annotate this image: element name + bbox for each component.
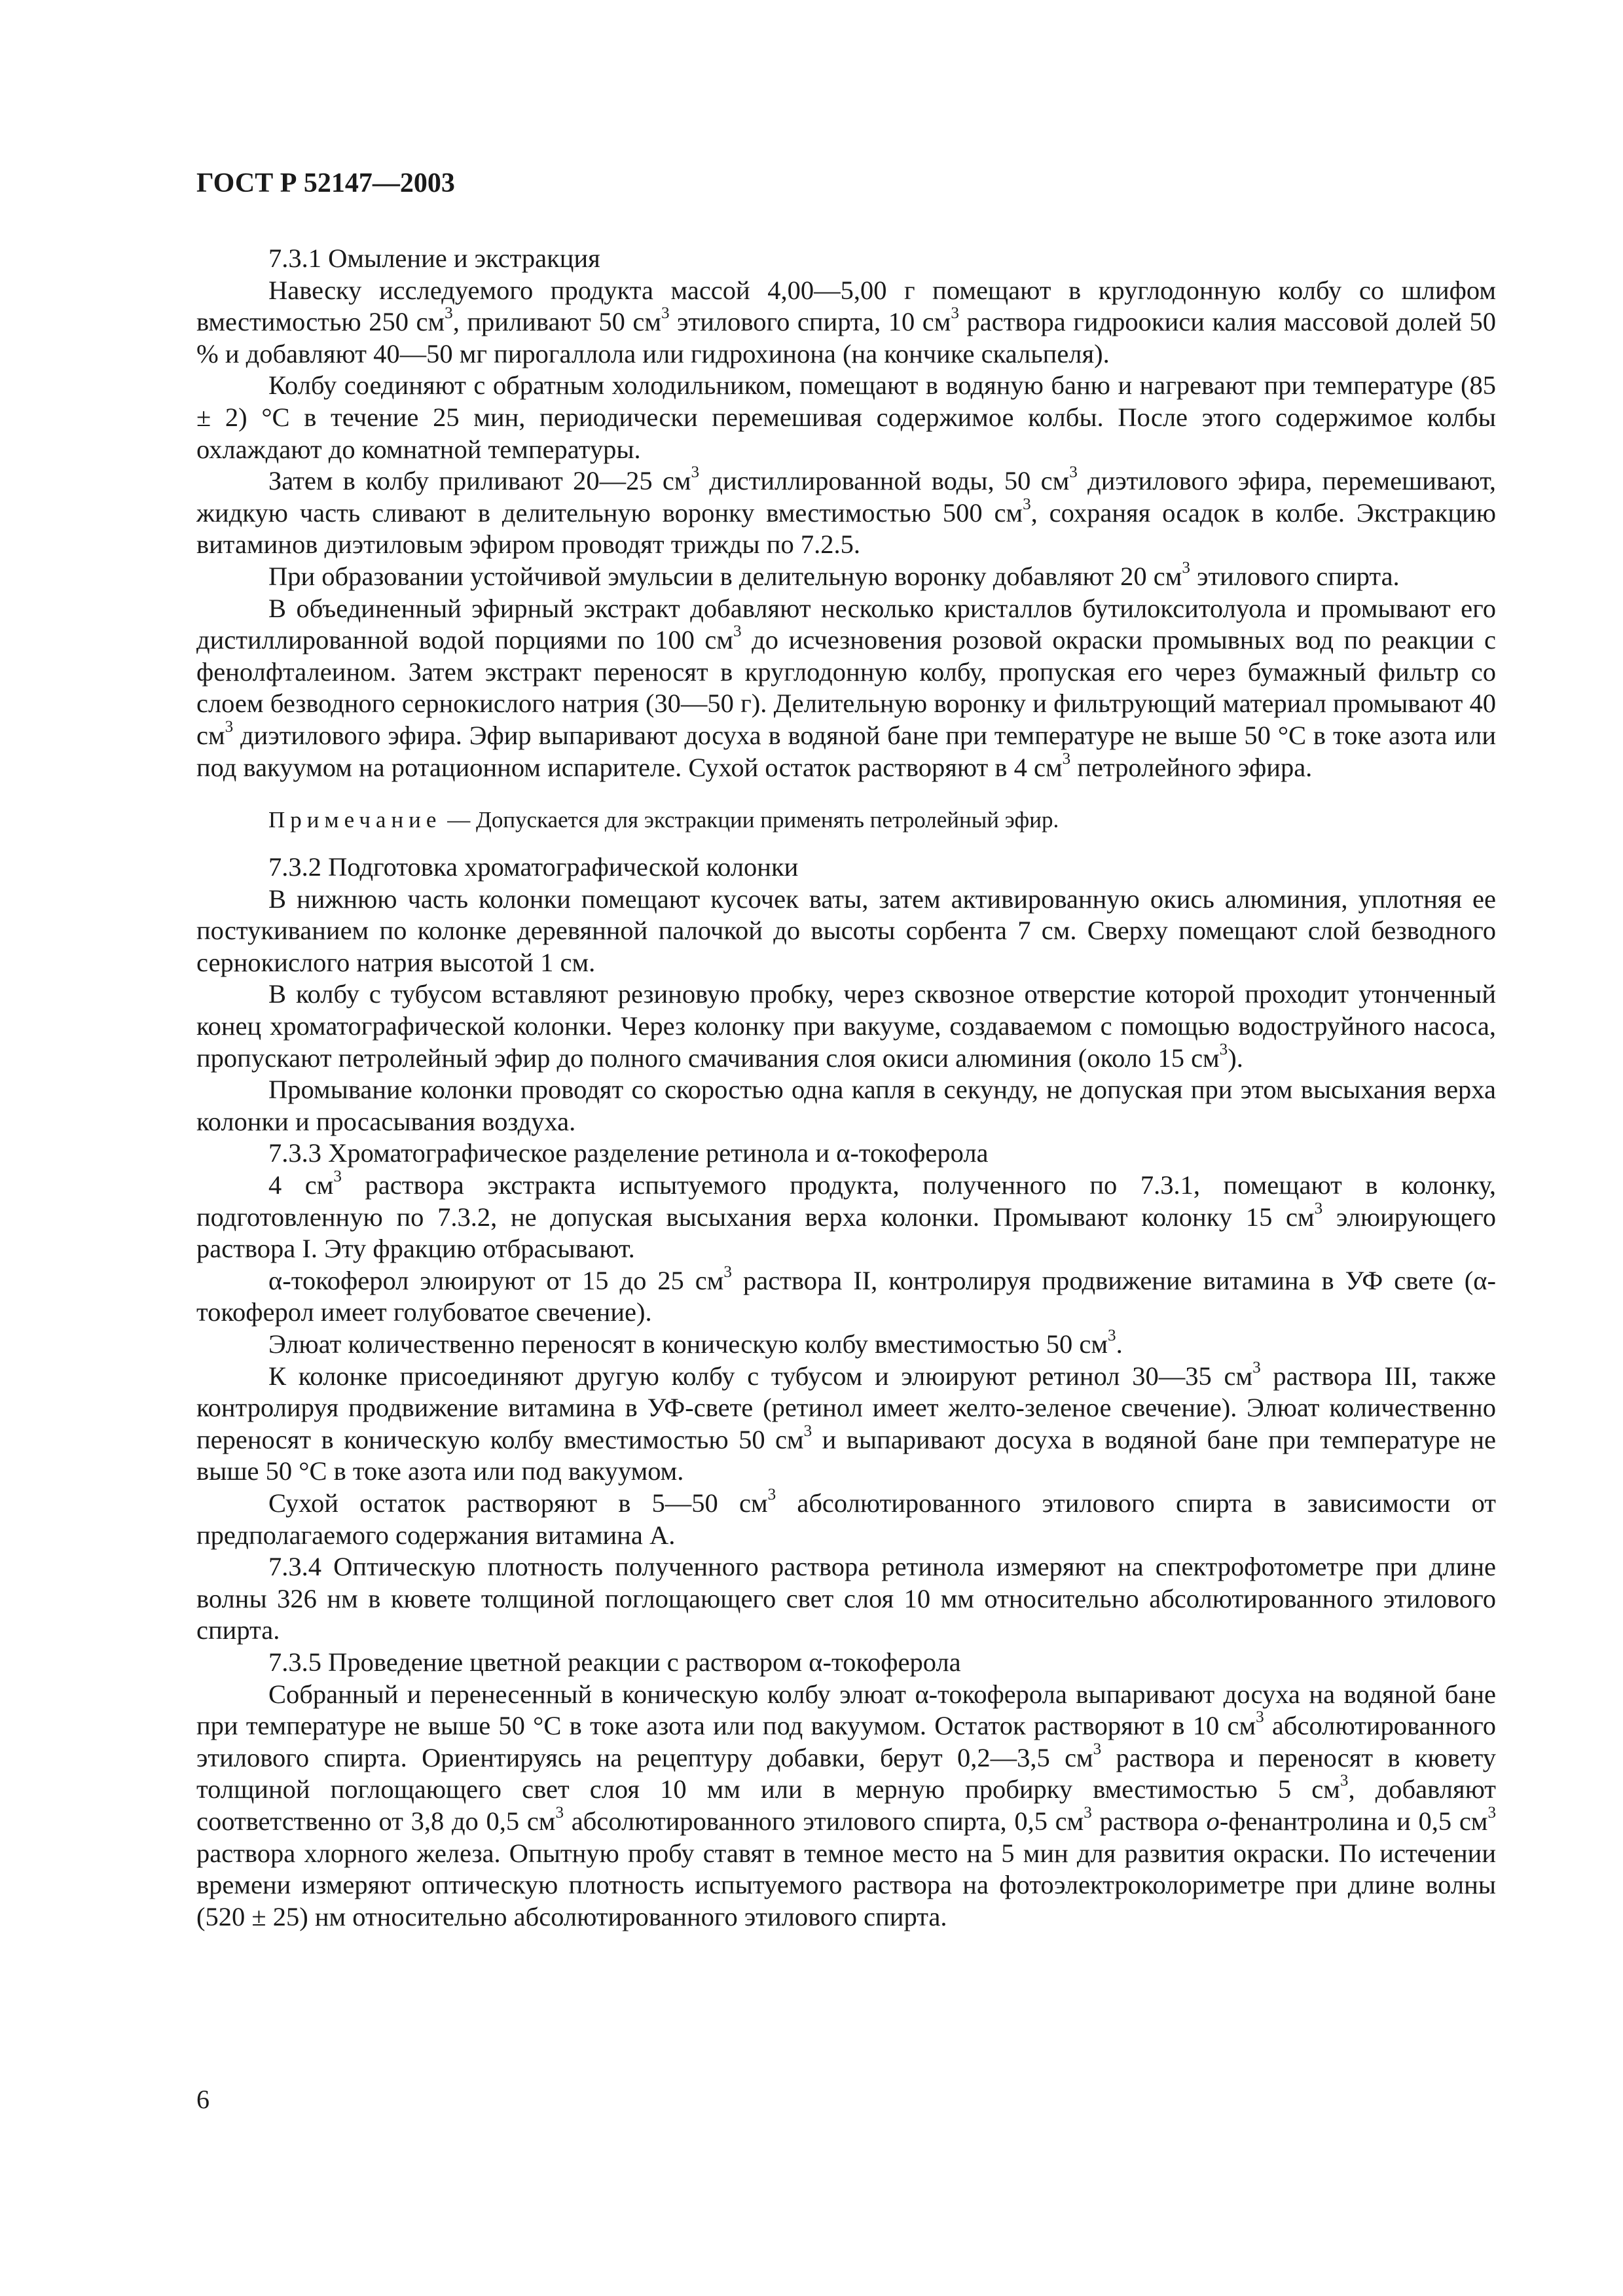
paragraph: При образовании устойчивой эмульсии в делительную воронку добавляют 20 $см^3$ этилового спирта.	[268, 559, 1400, 591]
note	[196, 806, 1496, 834]
standard-header: ГОСТ Р 52147—2003	[196, 168, 455, 198]
section-heading-7-3-3: 7.3.3 Хроматографическое разделение ретинола и α-токоферола	[268, 1138, 989, 1168]
paragraph: Сухой остаток растворяют в 5—50 $см^3$ абсолютированного этилового спирта в зависимости от предполагаемого содержания витамина А.	[196, 1486, 1496, 1550]
paragraph: Колбу соединяют с обратным холодильником, помещают в водяную баню и нагревают при температуре (85 ± 2) °С в течение 25 мин, периодически перемешивая содержимое колбы. После этого содержимое колбы охлаждают до комнатной температуры.	[196, 370, 1496, 464]
paragraph: В нижнюю часть колонки помещают кусочек ваты, затем активированную окись алюминия, уплотняя ее постукиванием по колонке деревянной палочкой до высоты сорбента 7 см. Сверху помещают слой безводного сернокислого натрия высотой 1 см.	[196, 884, 1496, 977]
section-heading-7-3-2: 7.3.2 Подготовка хроматографической колонки	[268, 852, 799, 882]
section-heading-7-3-1: 7.3.1 Омыление и экстракция	[268, 243, 600, 273]
paragraph: Элюат количественно переносят в коническую колбу вместимостью 50 $см^3$.	[268, 1327, 1123, 1359]
paragraph: Затем в колбу приливают 20—25 $см^3$ дистиллированной воды, 50 $см^3$ диэтилового эфира, перемешивают, жидкую часть сливают в делительную воронку вместимостью 500 $см^3$, сохраняя осадок в колбе. Экстракцию витаминов диэтиловым эфиром проводят трижды по 7.2.5.	[196, 463, 1496, 560]
page-number: 6	[196, 2085, 210, 2114]
paragraph: α-токоферол элюируют от 15 до 25 $см^3$ раствора II, контролируя продвижение витамина в УФ свете (α-токоферол имеет голубоватое свечение).	[196, 1263, 1496, 1327]
document-page	[196, 167, 1496, 1933]
paragraph: Навеску исследуемого продукта массой 4,00—5,00 г помещают в круглодонную колбу со шлифом вместимостью 250 $см^3$, приливают 50 $см^3$ этилового спирта, 10 $см^3$ раствора гидроокиси калия массовой долей 50 % и добавляют 40—50 мг пирогаллола или гидрохинона (на кончике скальпеля).	[196, 275, 1496, 368]
paragraph: 4 $см^3$ раствора экстракта испытуемого продукта, полученного по 7.3.1, помещают в колонку, подготовленную по 7.3.2, не допуская высыхания верха колонки. Промывают колонку 15 $см^3$ элюирующего раствора I. Эту фракцию отбрасывают.	[196, 1168, 1497, 1264]
paragraph: В объединенный эфирный экстракт добавляют несколько кристаллов бутилокситолуола и промывают его дистиллированной водой порциями по 100 $см^3$ до исчезновения розовой окраски промывных вод по реакции с фенолфталеином. Затем экстракт переносят в круглодонную колбу, пропуская его через бумажный фильтр со слоем безводного сернокислого натрия (30—50 г). Делительную воронку и фильтрующий материал промывают 40 $см^3$ диэтилового эфира. Эфир выпаривают досуха в водяной бане при температуре не выше 50 °С в токе азота или под вакуумом на ротационном испарителе. Сухой остаток растворяют в 4 $см^3$ петролейного эфира.	[196, 593, 1497, 782]
paragraph: К колонке присоединяют другую колбу с тубусом и элюируют ретинол 30—35 $см^3$ раствора III, также контролируя продвижение витамина в УФ-свете (ретинол имеет желто-зеленое свечение). Элюат количественно переносят в коническую колбу вместимостью 50 $см^3$ и выпаривают досуха в водяной бане при температуре не выше 50 °С в токе азота или под вакуумом.	[196, 1358, 1497, 1486]
paragraph: В колбу с тубусом вставляют резиновую пробку, через сквозное отверстие которой проходит утонченный конец хроматографической колонки. Через колонку при вакууме, создаваемом с помощью водоструйного насоса, пропускают петролейный эфир до полного смачивания слоя окиси алюминия (около 15 $см^3$).	[196, 979, 1496, 1073]
paragraph: Собранный и перенесенный в коническую колбу элюат α-токоферола выпаривают досуха на водяной бане при температуре не выше 50 °С в токе азота или под вакуумом. Остаток растворяют в 10 $см^3$ абсолютированного этилового спирта. Ориентируясь на рецептуру добавки, берут 0,2—3,5 $см^3$ раствора и переносят в кювету толщиной поглощающего свет слоя 10 мм или в мерную пробирку вместимостью 5 $см^3$, добавляют соответственно от 3,8 до 0,5 $см^3$ абсолютированного этилового спирта, 0,5 $см^3$ раствора о-фенантролина и 0,5 $см^3$ раствора хлорного железа. Опытную пробу ставят в темное место на 5 мин для развития окраски. По истечении времени измеряют оптическую плотность испытуемого раствора на фотоэлектроколориметре при длине волны (520 ± 25) нм относительно абсолютированного этилового спирта.	[196, 1679, 1497, 1931]
paragraph: Промывание колонки проводят со скоростью одна капля в секунду, не допуская при этом высыхания верха колонки и просасывания воздуха.	[196, 1075, 1496, 1136]
section-heading-7-3-4: 7.3.4 Оптическую плотность полученного раствора ретинола измеряют на спектрофотометре при длине волны 326 нм в кювете толщиной поглощающего свет слоя 10 мм относительно абсолютированного этилового спирта.	[196, 1552, 1496, 1645]
section-heading-7-3-5: 7.3.5 Проведение цветной реакции с раствором α-токоферола	[268, 1647, 961, 1677]
note-label: Примечание	[268, 807, 442, 833]
note-text: — Допускается для экстракции применять петролейный эфир.	[441, 807, 1059, 833]
